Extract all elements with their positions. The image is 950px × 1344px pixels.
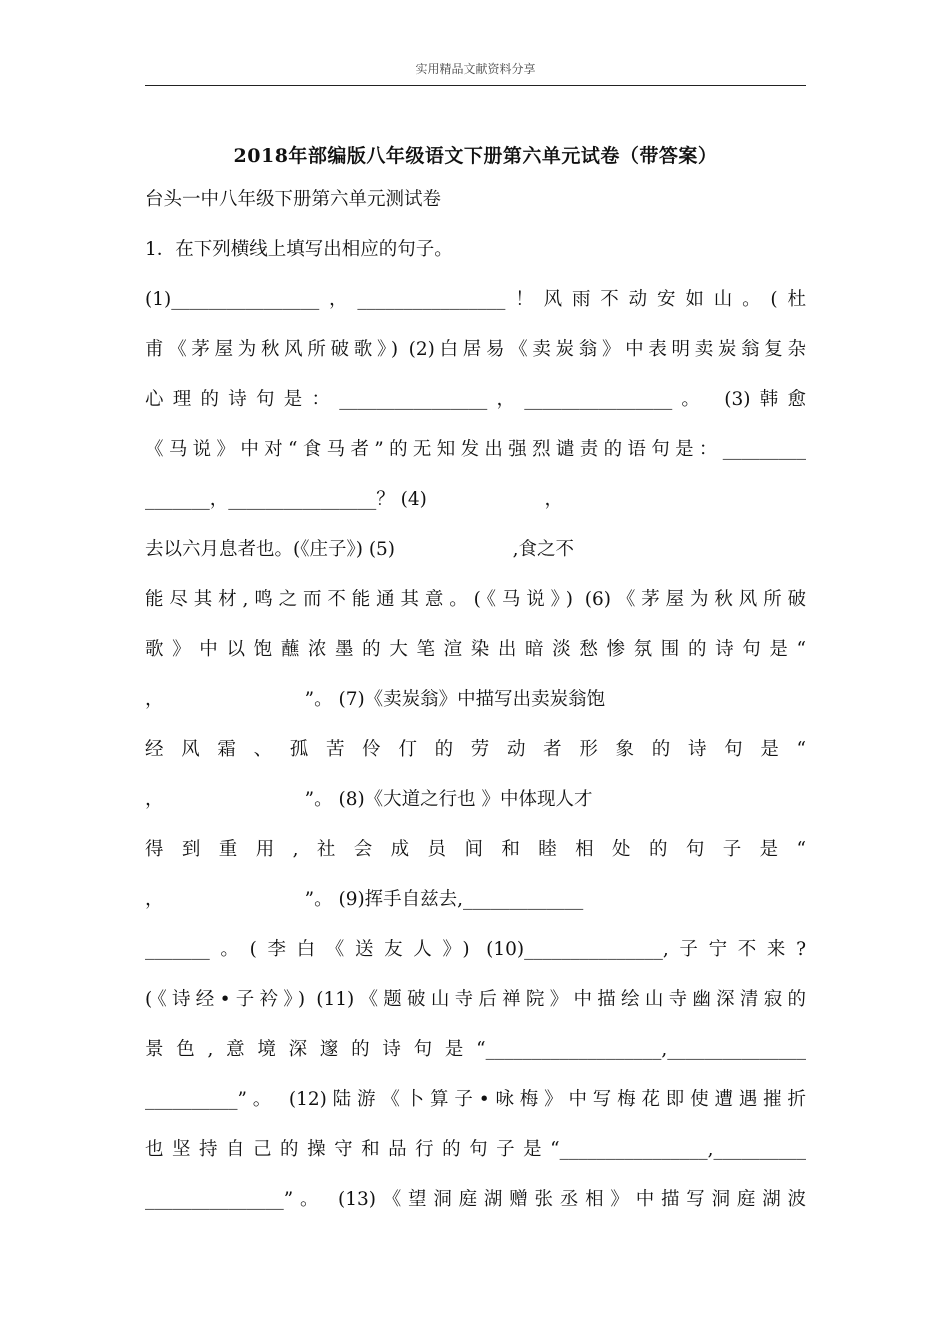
text-line: 《马说》中对“食马者”的无知发出强烈谴责的语句是：_________ — [145, 439, 806, 460]
text-line: 经风霜、孤苦伶仃的劳动者形象的诗句是“ — [145, 739, 806, 760]
text-line: 得到重用,社会成员间和睦相处的句子是“ — [145, 839, 806, 860]
text-line: ， ”。 (7)《卖炭翁》中描写出卖炭翁饱 — [145, 689, 606, 710]
text-line: ， ”。 (8)《大道之行也 》中体现人才 — [145, 789, 593, 810]
text-line: 能尽其材,鸣之而不能通其意。(《马说》) (6)《茅屋为秋风所破 — [145, 589, 806, 610]
text-line: (《诗经•子衿》) (11)《题破山寺后禅院》中描绘山寺幽深清寂的 — [145, 989, 806, 1010]
subtitle-line: 台头一中八年级下册第六单元测试卷 — [145, 189, 442, 210]
document-title: 2018年部编版八年级语文下册第六单元试卷（带答案） — [233, 145, 718, 167]
header-divider — [145, 85, 806, 86]
text-line: _______。(李白《送友人》) (10)_______________,子宁不来? — [145, 939, 806, 960]
text-line: 也坚持自己的操守和品行的句子是“________________,__________ — [145, 1139, 806, 1160]
text-line: _______，________________？ (4) ， — [145, 489, 563, 510]
page-header: 实用精品文献资料分享 — [415, 62, 536, 76]
text-line: 甫《茅屋为秋风所破歌》) (2)白居易《卖炭翁》中表明卖炭翁复杂 — [145, 339, 806, 360]
text-line: _______________”。 (13)《望洞庭湖赠张丞相》中描写洞庭湖波 — [145, 1189, 806, 1210]
question-heading: 1．在下列横线上填写出相应的句子。 — [145, 239, 453, 260]
text-line: __________”。 (12)陆游《卜算子•咏梅》中写梅花即使遭遇摧折 — [145, 1089, 806, 1110]
text-line: 歌》中以饱蘸浓墨的大笔渲染出暗淡愁惨氛围的诗句是“ — [145, 639, 806, 660]
text-line: 去以六月息者也。(《庄子》) (5) ,食之不 — [145, 539, 575, 560]
text-line: 心理的诗句是：________________，________________。 (3)韩愈 — [145, 389, 806, 410]
text-line: 景色,意境深邃的诗句是“___________________,_______________ — [145, 1039, 806, 1060]
text-line: ， ”。 (9)挥手自兹去,_____________ — [145, 889, 584, 910]
text-line: (1)________________，________________！风雨不动安如山。(杜 — [145, 289, 806, 310]
